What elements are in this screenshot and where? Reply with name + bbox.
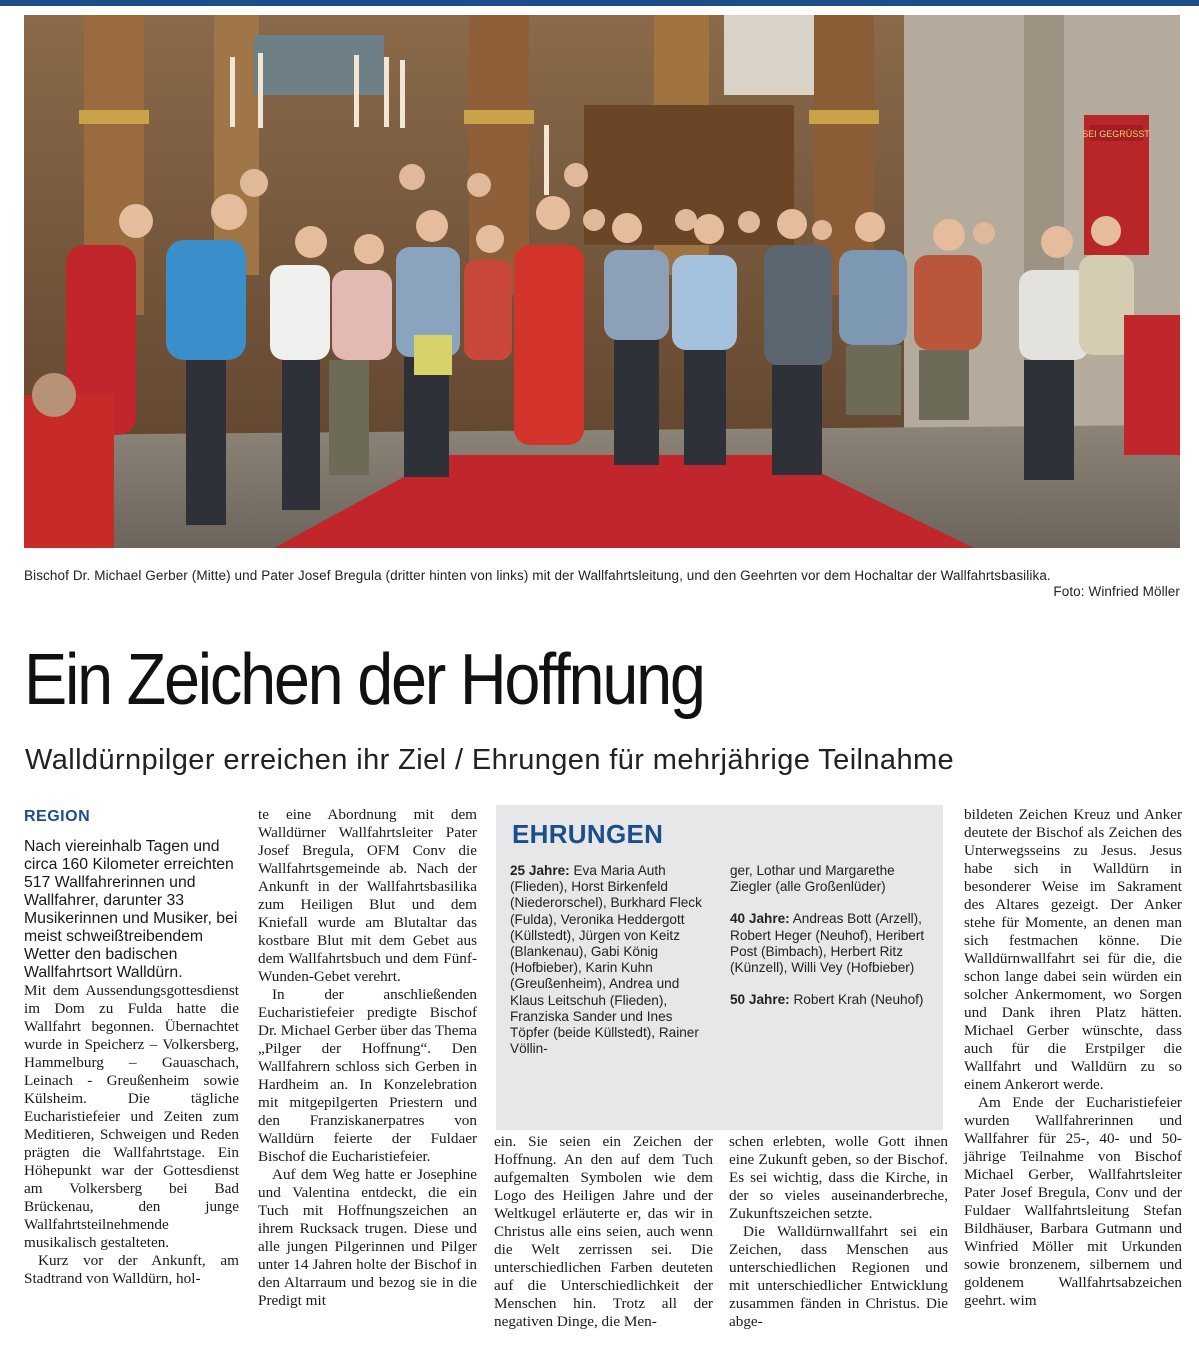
article-column-1 xyxy=(24,808,239,1288)
body-paragraph: bildeten Zeichen Kreuz und Anker deutete der Bischof als Zeichen des Unterwegsseins zu Jesus. Jesus habe sich in Walldürn in besonderer Weise im Sakrament des Altares gezeigt. Der Anker stehe für Momente, an denen man sich festmachen könne. Die Walldürnwallfahrt sei für die, die schon lange dabei sein würden ein solcher Ankermoment, wo Sorgen und Dank ihren Platz hätten. Michael Gerber wünschte, dass auch für die Erstpilger die Wallfahrt und Walldürn zu so einem Ankerort werde. xyxy=(964,806,1182,1093)
top-color-bar xyxy=(0,0,1199,6)
body-paragraph: Kurz vor der Ankunft, am Stadtrand von Walldürn, hol- xyxy=(24,1252,239,1287)
body-paragraph: Die Walldürnwallfahrt sei ein Zeichen, dass Menschen aus unterschiedlichen Regionen und mit unterschiedlicher Entwicklung zusammen fänden in Christus. Die abge- xyxy=(729,1223,948,1330)
ehrungen-50-names: Robert Krah (Neuhof) xyxy=(789,992,924,1008)
photo-credit: Foto: Winfried Möller xyxy=(1053,584,1180,599)
headline: Ein Zeichen der Hoffnung xyxy=(24,640,704,720)
ehrungen-box xyxy=(496,805,943,1130)
body-paragraph xyxy=(964,1094,1182,1310)
ehrungen-25-label: 25 Jahre: xyxy=(510,863,570,878)
article-photo xyxy=(24,15,1180,548)
ehrungen-40-years xyxy=(730,911,935,976)
banner-text: SEI GEGRÜSST xyxy=(1082,129,1150,139)
body-paragraph: ein. Sie seien ein Zeichen der Hoffnung. An den auf dem Tuch aufgemalten Symbolen wie dem Logo des Heiligen Jahre und der Weltkugel erläuterte er, das wir in Christus alle eins seien, auch wenn die Welt zerrissen sei. Die unterschiedlichen Farben deuteten auf die Unterschiedlichkeit der Menschen hin. Trotz all der negativen Dinge, die Men- xyxy=(494,1133,713,1330)
article-column-3 xyxy=(494,1133,713,1331)
ehrungen-40-label: 40 Jahre: xyxy=(730,911,790,927)
body-paragraph-text: Am Ende der Eucharistiefeier wurden Wallfahrerinnen und Wallfahrer für 25-, 40- und 50-jährige Teilnahme von Bischof Michael Gerber, Wallfahrtsleiter Pater Josef Bregula, Conv und der Fuldaer Wallfahrtsleitung Stefan Bildhäuser, Barbara Gutmann und Winfried Möller mit Urkunden sowie bronzenem, silbernem und goldenem Wallfahrtsabzeichen geehrt. xyxy=(964,1094,1182,1309)
ehrungen-title: EHRUNGEN xyxy=(512,819,664,849)
article-column-5 xyxy=(964,806,1182,1310)
ehrungen-25-continued: ger, Lothar und Margarethe Ziegler (alle Großenlüder) xyxy=(730,863,895,895)
subheadline: Walldürnpilger erreichen ihr Ziel / Ehrungen für mehrjährige Teilnahme xyxy=(25,744,955,776)
ehrungen-25-names: Eva Maria Auth (Flieden), Horst Birkenfeld (Niederorschel), Burkhard Fleck (Fulda), Veronika Heddergott (Küllstedt), Jürgen von Keitz (Blankenau), Gabi König (Hofbieber), Karin Kuhn (Greußenheim), Andrea und Klaus Leitschuh (Flieden), Franziska Sander und Ines Töpfer (beide Küllstedt), Rainer Völlin- xyxy=(510,863,702,1057)
photo-caption xyxy=(24,568,1180,599)
group-photo-illustration xyxy=(24,15,1180,548)
ehrungen-25-years xyxy=(510,863,715,1057)
body-paragraph: Auf dem Weg hatte er Josephine und Valentina entdeckt, die ein Tuch mit Hoffnungszeichen an ihrem Rucksack trugen. Diese und alle jungen Pilgerinnen und Pilger unter 14 Jahren holte der Bischof in den Altarraum und bezog sie in die Predigt mit xyxy=(258,1166,477,1309)
ehrungen-50-years xyxy=(730,992,935,1008)
article-column-4 xyxy=(729,1133,948,1331)
caption-text: Bischof Dr. Michael Gerber (Mitte) und Pater Josef Bregula (dritter hinten von links) mit der Wallfahrtsleitung, und den Geehrten vor dem Hochaltar der Wallfahrtsbasilika. xyxy=(24,568,1051,583)
region-label: REGION xyxy=(24,808,91,825)
article-column-2 xyxy=(258,806,477,1310)
ehrungen-column-2 xyxy=(730,863,935,1024)
body-paragraph: schen erlebten, wolle Gott ihnen eine Zukunft geben, so der Bischof. Es sei wichtig, dass die Kirche, in der so vieles auseinanderbreche, Zukunftszeichen setzte. xyxy=(729,1133,948,1222)
lead-paragraph: Nach viereinhalb Tagen und circa 160 Kilometer erreichten 517 Wallfahrerinnen und Wallfahrer, darunter 33 Musikerinnen und Musiker, bei meist schweißtreibendem Wetter den badischen Wallfahrtsort Walldürn. xyxy=(24,838,238,981)
ehrungen-50-label: 50 Jahre: xyxy=(730,992,790,1008)
body-paragraph: Mit dem Aussendungsgottesdienst im Dom zu Fulda hatte die Wallfahrt begonnen. Übernachtet wurde in Speicherz – Volkersberg, Hammelburg – Gauaschach, Leinach - Greußenheim sowie Külsheim. Die tägliche Eucharistiefeier und Zeiten zum Meditieren, Schweigen und Reden prägten die Wallfahrtstage. Ein Höhepunkt war der Gottesdienst am Volkersberg bei Bad Brückenau, den junge Wallfahrtsteilnehmende musikalisch gestalteten. xyxy=(24,982,239,1251)
body-paragraph: In der anschließenden Eucharistiefeier predigte Bischof Dr. Michael Gerber über das Thema „Pilger der Hoffnung“. Den Wallfahrern schloss sich Gerben in Hardheim an. In Konzelebration mit mitgepilgerten Priestern und den Franziskanerpatres von Walldürn feierte der Fuldaer Bischof die Eucharistiefeier. xyxy=(258,986,478,1165)
body-paragraph: te eine Abordnung mit dem Walldürner Wallfahrtsleiter Pater Josef Bregula, OFM Conv die Wallfahrtsgemeinde ab. Nach der Ankunft in der Wallfahrtsbasilika zum Heiligen Blut und dem Kniefall wurde am Blutaltar das kostbare Blut mit dem Gebet aus dem Wallfahrtsbuch und dem Fünf-Wunden-Gebet verehrt. xyxy=(258,806,477,985)
author-tag: wim xyxy=(1009,1292,1037,1309)
ehrungen-column-1 xyxy=(510,863,715,1073)
ehrungen-40-names: Andreas Bott (Arzell), Robert Heger (Neuhof), Heribert Post (Bimbach), Herbert Ritz (Künzell), Willi Vey (Hofbieber) xyxy=(730,911,925,976)
